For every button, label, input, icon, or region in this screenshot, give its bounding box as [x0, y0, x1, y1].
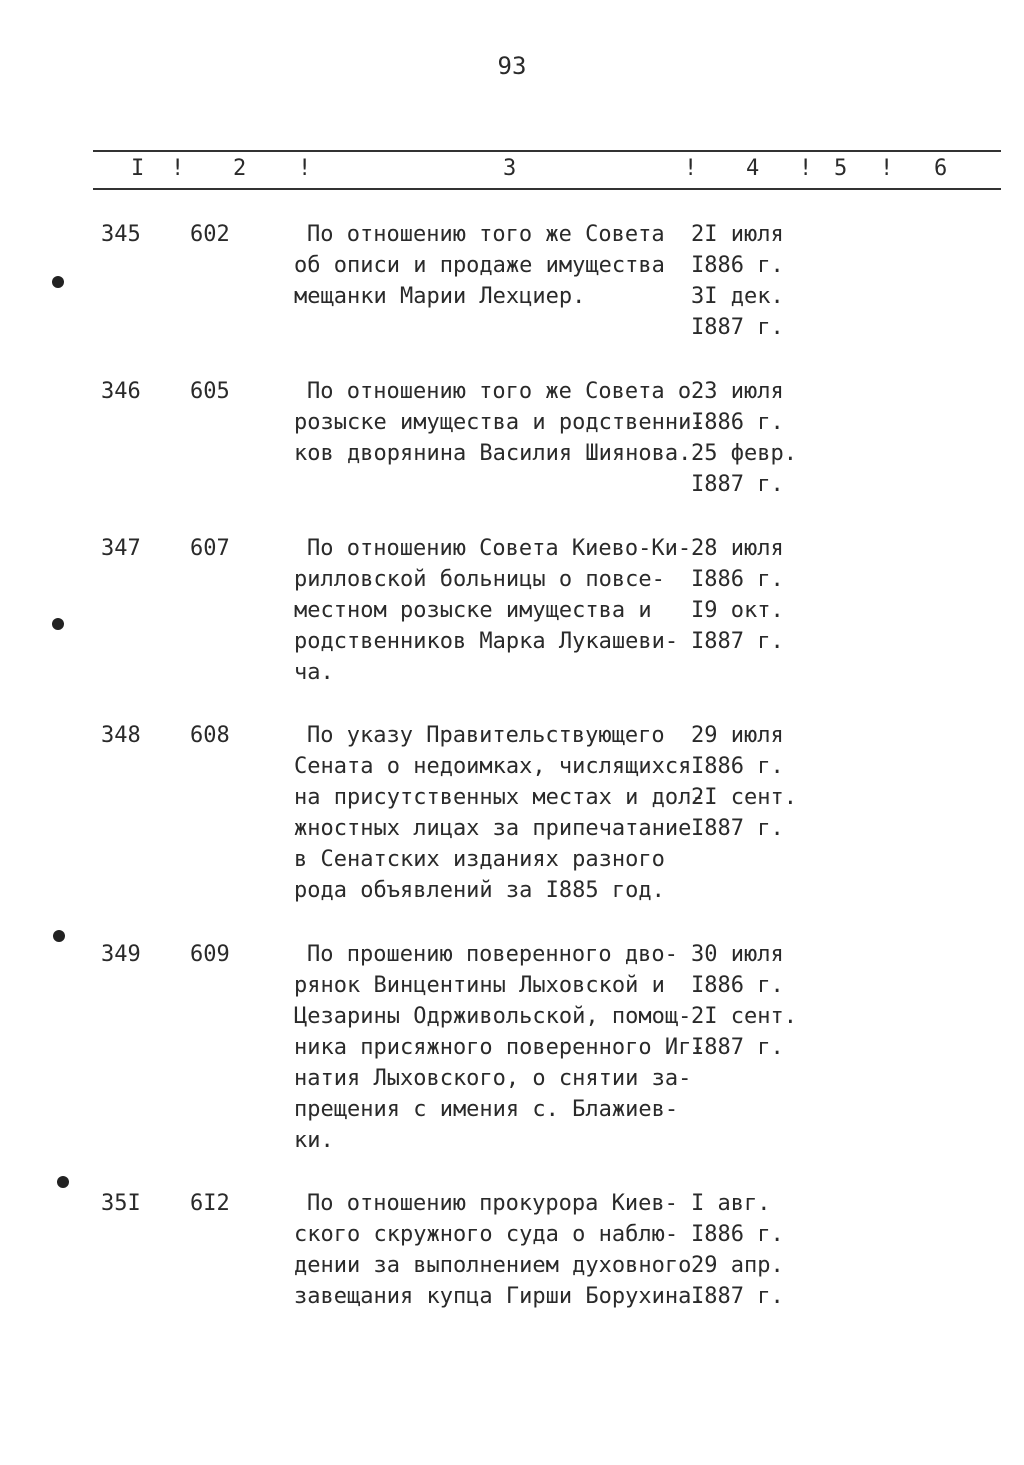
description-line: на присутственных местах и дол- [294, 785, 705, 810]
date-line: I887 г. [691, 1035, 784, 1060]
description-line: мещанки Марии Лехциер. [294, 284, 586, 309]
date-line: I887 г. [691, 1284, 784, 1309]
description-line: прещения с имения с. Блажиев- [294, 1097, 679, 1122]
description-line: натия Лыховского, о снятии за- [294, 1066, 692, 1091]
entry-dates [691, 939, 797, 1063]
description-line: ского скружного суда о наблю- [294, 1222, 679, 1247]
header-separator: ! [171, 156, 185, 181]
description-line: жностных лицах за припечатание [294, 816, 692, 841]
entry-number: 349 [101, 942, 141, 967]
header-separator: ! [298, 156, 312, 181]
entry-number: 348 [101, 723, 141, 748]
description-line: ков дворянина Василия Шиянова. [294, 441, 692, 466]
entry-sheet-number: 6I2 [190, 1191, 230, 1216]
date-line: I886 г. [691, 253, 784, 278]
description-line: ки. [294, 1128, 334, 1153]
date-line: 2I сент. [691, 1004, 797, 1029]
description-line: ча. [294, 660, 334, 685]
description-line: розыске имущества и родственни- [294, 410, 705, 435]
entry-description [294, 533, 692, 688]
date-line: I886 г. [691, 1222, 784, 1247]
date-line: I887 г. [691, 816, 784, 841]
entry-sheet-number: 605 [190, 379, 230, 404]
description-line: об описи и продаже имущества [294, 253, 665, 278]
header-separator: ! [684, 156, 698, 181]
description-line: Сената о недоимках, числящихся [294, 754, 692, 779]
description-line: По отношению того же Совета [307, 222, 665, 247]
entry-number: 345 [101, 222, 141, 247]
header-col-5: 5 [834, 156, 848, 181]
date-line: I9 окт. [691, 598, 784, 623]
date-line: 2I июля [691, 222, 784, 247]
header-col-4: 4 [746, 156, 760, 181]
description-line: рянок Винцентины Лыховской и [294, 973, 665, 998]
date-line: I887 г. [691, 629, 784, 654]
description-line: рилловской больницы о повсе- [294, 567, 665, 592]
header-col-2: 2 [233, 156, 247, 181]
entry-number: 346 [101, 379, 141, 404]
entry-description [294, 1188, 705, 1312]
date-line: I авг. [691, 1191, 771, 1216]
entry-description [294, 939, 705, 1156]
description-line: По прошению поверенного дво- [307, 942, 678, 967]
date-line: 3I дек. [691, 284, 784, 309]
entry-description [294, 219, 689, 312]
entry-dates [691, 533, 784, 657]
date-line: I887 г. [691, 315, 784, 340]
date-line: I886 г. [691, 754, 784, 779]
punch-hole [57, 1176, 69, 1188]
entry-sheet-number: 607 [190, 536, 230, 561]
entry-sheet-number: 609 [190, 942, 230, 967]
date-line: 30 июля [691, 942, 784, 967]
description-line: По отношению того же Совета о [307, 379, 692, 404]
punch-hole [52, 618, 64, 630]
description-line: местном розыске имущества и [294, 598, 652, 623]
description-line: в Сенатских изданиях разного [294, 847, 665, 872]
description-line: По отношению прокурора Киев- [307, 1191, 678, 1216]
entry-sheet-number: 602 [190, 222, 230, 247]
date-line: I886 г. [691, 567, 784, 592]
description-line: Цезарины Одрживольской, помощ- [294, 1004, 692, 1029]
description-line: завещания купца Гирши Борухина. [294, 1284, 705, 1309]
description-line: родственников Марка Лукашеви- [294, 629, 679, 654]
date-line: 23 июля [691, 379, 784, 404]
header-separator: ! [880, 156, 894, 181]
entry-dates [691, 1188, 784, 1312]
entry-description [294, 376, 705, 469]
date-line: 25 февр. [691, 441, 797, 466]
description-line: рода объявлений за I885 год. [294, 878, 665, 903]
description-line: По указу Правительствующего [307, 723, 665, 748]
punch-hole [53, 930, 65, 942]
date-line: I886 г. [691, 410, 784, 435]
header-top-rule [93, 150, 1001, 152]
entry-description [294, 720, 705, 906]
description-line: дении за выполнением духовного [294, 1253, 692, 1278]
entry-sheet-number: 608 [190, 723, 230, 748]
entry-number: 35I [101, 1191, 141, 1216]
header-col-1: I [131, 156, 145, 181]
punch-hole [52, 276, 64, 288]
header-col-6: 6 [934, 156, 948, 181]
entry-number: 347 [101, 536, 141, 561]
header-col-3: 3 [503, 156, 517, 181]
date-line: 29 апр. [691, 1253, 784, 1278]
header-bottom-rule [93, 188, 1001, 190]
description-line: ника присяжного поверенного Иг- [294, 1035, 705, 1060]
entry-dates [691, 720, 797, 844]
description-line: По отношению Совета Киево-Ки- [307, 536, 692, 561]
date-line: 29 июля [691, 723, 784, 748]
header-separator: ! [799, 156, 813, 181]
date-line: 2I сент. [691, 785, 797, 810]
entry-dates [691, 376, 797, 500]
page-number: 93 [497, 52, 527, 80]
entry-dates [691, 219, 784, 343]
date-line: 28 июля [691, 536, 784, 561]
date-line: I886 г. [691, 973, 784, 998]
table-header [0, 156, 1024, 184]
date-line: I887 г. [691, 472, 784, 497]
